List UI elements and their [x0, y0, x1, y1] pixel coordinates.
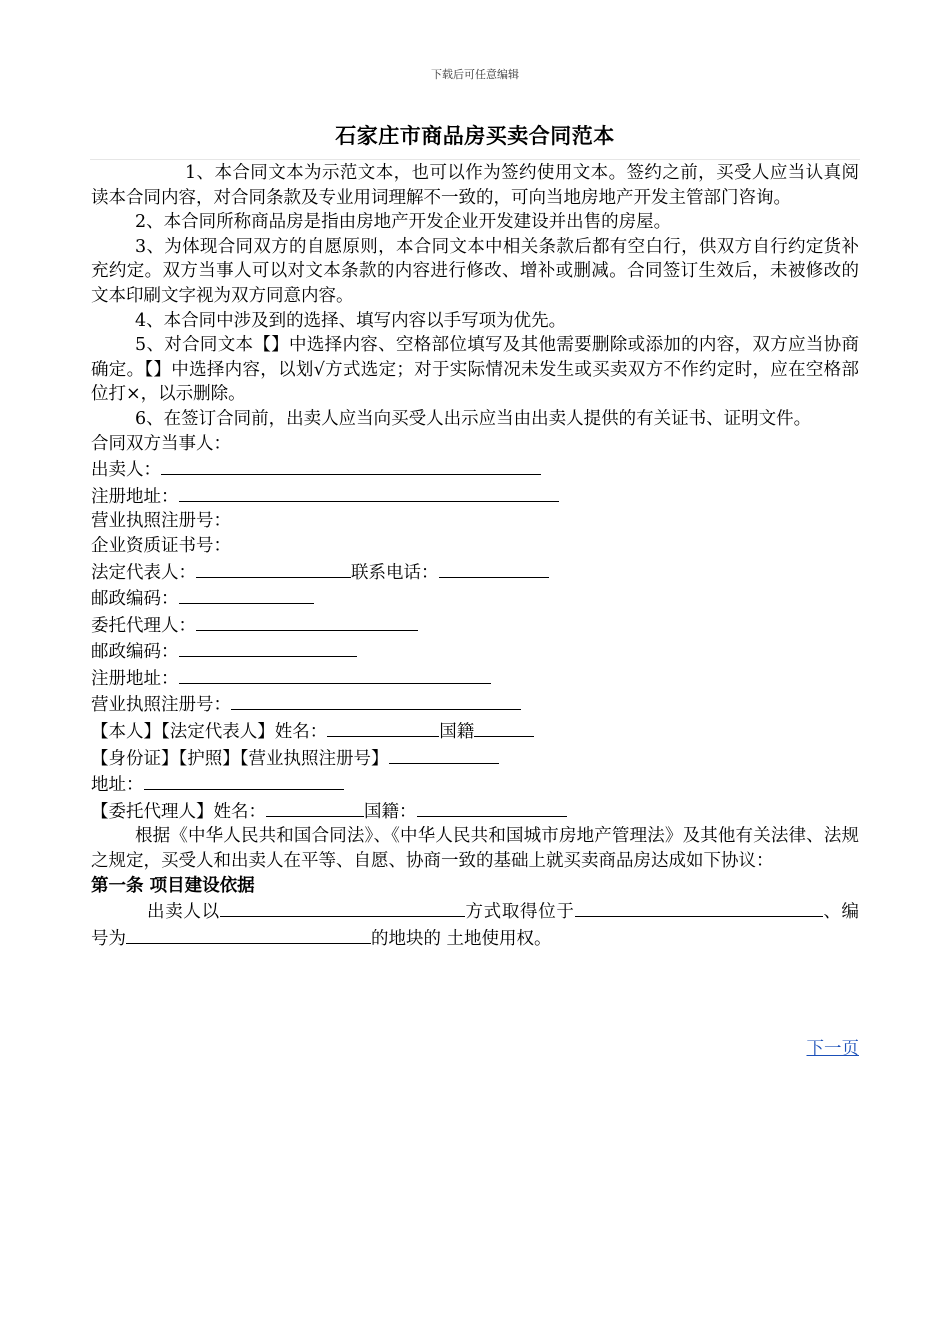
qual-cert-label: 企业资质证书号： [91, 535, 231, 556]
legal-rep-blank[interactable] [196, 559, 351, 578]
postcode-label: 邮政编码： [91, 589, 179, 610]
location-blank[interactable] [575, 898, 801, 917]
reg-address-blank[interactable] [179, 483, 559, 502]
agent-field [91, 612, 859, 639]
id-type-field [91, 745, 859, 772]
location-blank-cont[interactable] [801, 898, 823, 917]
nationality2-label: 国籍： [364, 801, 417, 822]
postcode2-field [91, 638, 859, 665]
agent-name-blank[interactable] [266, 798, 364, 817]
article-1-part-a: 出卖人以 [147, 902, 220, 923]
paragraph-2: 2、本合同所称商品房是指由房地产开发企业开发建设并出售的房屋。 [135, 212, 672, 233]
acquisition-method-blank[interactable] [220, 898, 465, 917]
plot-number-blank[interactable] [126, 925, 371, 944]
agent-label: 委托代理人： [91, 615, 196, 636]
postcode-field [91, 585, 859, 612]
agent-name-field [91, 798, 859, 825]
nationality-label: 国籍 [439, 722, 475, 743]
seller-label: 出卖人： [91, 460, 161, 481]
postcode-blank[interactable] [179, 585, 314, 604]
basis-paragraph: 根据《中华人民共和国合同法》、《中华人民共和国城市房地产管理法》及其他有关法律、法规之规定，买受人和出卖人在平等、自愿、协商一致的基础上就买卖商品房达成如下协议： [91, 826, 859, 872]
person-name-field [91, 718, 859, 745]
license-no2-label: 营业执照注册号： [91, 695, 231, 716]
nationality-blank[interactable] [474, 718, 534, 737]
id-type-label: 【身份证】【护照】【营业执照注册号】 [91, 748, 389, 769]
postcode2-blank[interactable] [179, 638, 357, 657]
address-label: 地址： [91, 775, 144, 796]
person-name-label: 【本人】【法定代表人】姓名： [91, 722, 328, 743]
article-1-part-c: 、编号为 [91, 902, 860, 949]
address-field [91, 771, 859, 798]
seller-field [91, 456, 859, 483]
reg-address2-blank[interactable] [179, 665, 491, 684]
qual-cert-field [91, 534, 859, 559]
license-no2-blank[interactable] [231, 691, 521, 710]
paragraph-3: 3、为体现合同双方的自愿原则，本合同文本中相关条款后都有空白行，供双方自行约定货补充约定。双方当事人可以对文本条款的内容进行修改、增补或删减。合同签订生效后，未被修改的文本印刷文字视为双方同意内容。 [91, 236, 859, 306]
legal-rep-field [91, 559, 859, 586]
legal-rep-label: 法定代表人： [91, 562, 196, 583]
parties-heading: 合同双方当事人： [91, 433, 231, 454]
paragraph-5: 5、对合同文本【】中选择内容、空格部位填写及其他需要删除或添加的内容，双方应当协商确定。【】中选择内容，以划√方式选定；对于实际情况未发生或买卖双方不作约定时，应在空格部位打×，以示删除。 [91, 335, 859, 405]
license-no-label: 营业执照注册号： [91, 511, 231, 532]
article-1-part-b: 方式取得位于 [464, 902, 575, 923]
agent-blank[interactable] [196, 612, 418, 631]
download-note: 下载后可任意编辑 [431, 68, 519, 81]
phone-label: 联系电话： [351, 562, 439, 583]
paragraph-1: 1、本合同文本为示范文本，也可以作为签约使用文本。签约之前，买受人应当认真阅读本合同内容，对合同条款及专业用词理解不一致的，可向当地房地产开发主管部门咨询。 [91, 163, 859, 208]
nationality2-blank[interactable] [417, 798, 567, 817]
article-1-heading: 第一条 项目建设依据 [91, 875, 255, 896]
person-name-blank[interactable] [327, 718, 439, 737]
title-divider [90, 159, 860, 160]
id-type-blank[interactable] [389, 745, 499, 764]
next-page-link[interactable]: 下一页 [806, 1039, 859, 1059]
paragraph-4: 4、本合同中涉及到的选择、填写内容以手写项为优先。 [135, 310, 567, 331]
document-title: 石家庄市商品房买卖合同范本 [335, 123, 615, 148]
postcode2-label: 邮政编码： [91, 642, 179, 663]
license-no-field [91, 509, 859, 534]
reg-address2-label: 注册地址： [91, 668, 179, 689]
reg-address-field [91, 483, 859, 510]
seller-blank[interactable] [161, 456, 541, 475]
paragraph-6: 6、在签订合同前，出卖人应当向买受人出示应当由出卖人提供的有关证书、证明文件。 [135, 408, 812, 429]
document-body [91, 161, 859, 951]
article-1-part-d: 的地块的 土地使用权。 [371, 928, 552, 949]
agent-name-label: 【委托代理人】姓名： [91, 801, 266, 822]
reg-address2-field [91, 665, 859, 692]
address-blank[interactable] [144, 771, 344, 790]
article-1-body [91, 898, 859, 951]
reg-address-label: 注册地址： [91, 486, 179, 507]
license-no2-field [91, 691, 859, 718]
phone-blank[interactable] [439, 559, 549, 578]
